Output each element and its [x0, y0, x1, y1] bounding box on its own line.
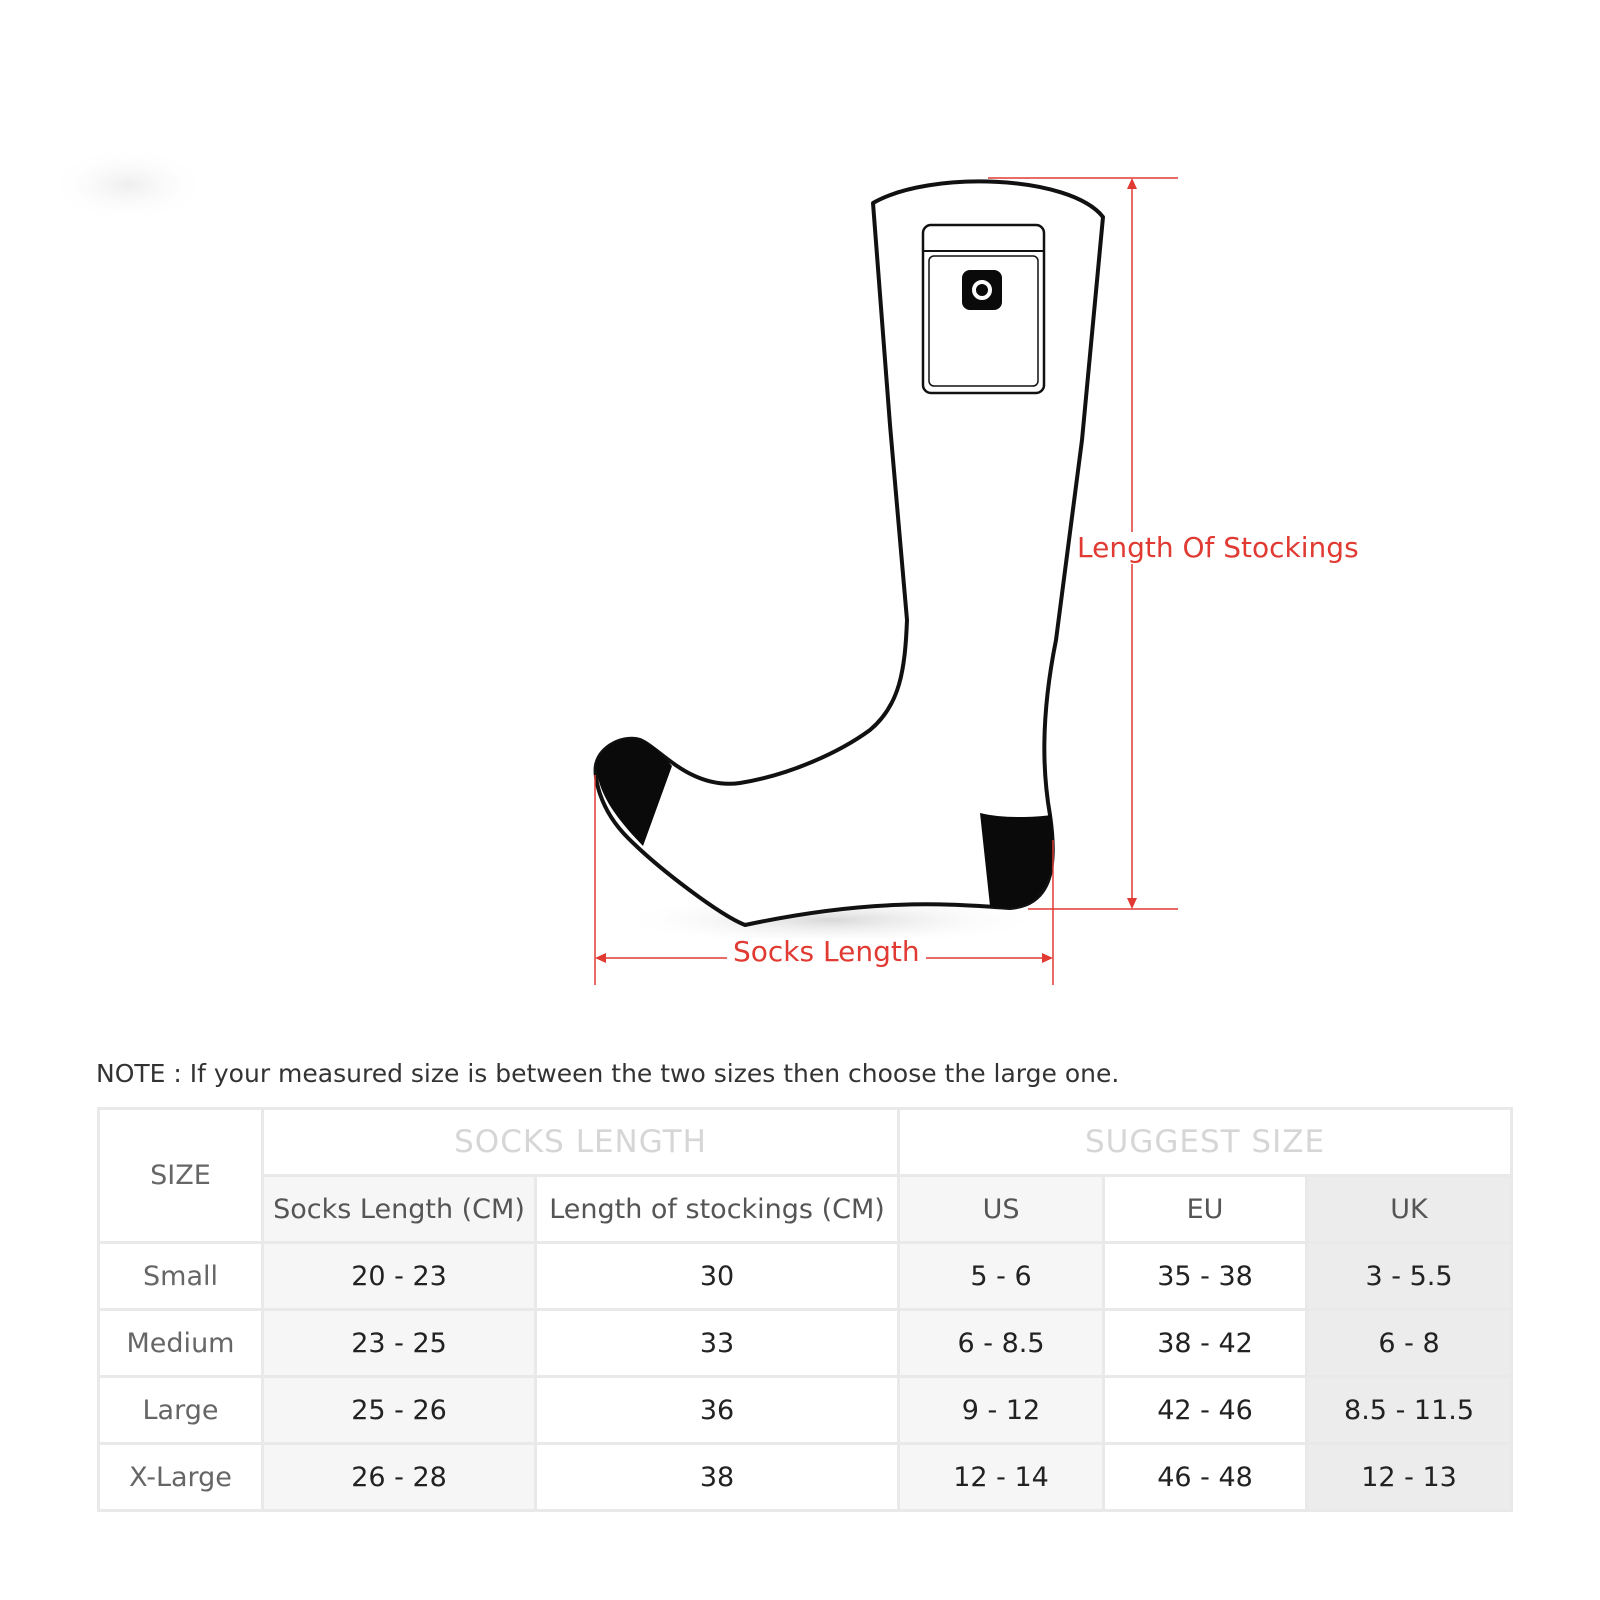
cell-stockings-length: 36: [536, 1377, 899, 1444]
length-of-stockings-label: Length Of Stockings: [1077, 531, 1359, 564]
size-note: NOTE : If your measured size is between the two sizes then choose the large one.: [96, 1059, 1120, 1088]
cell-us: 6 - 8.5: [899, 1310, 1104, 1377]
table-group-header-row: [99, 1109, 1512, 1176]
cell-uk: 6 - 8: [1307, 1310, 1512, 1377]
cell-eu: 46 - 48: [1104, 1444, 1307, 1511]
suggest-size-group-header: SUGGEST SIZE: [899, 1109, 1512, 1176]
cell-socks-length: 23 - 25: [263, 1310, 536, 1377]
table-row: [99, 1444, 1512, 1511]
row-size: Medium: [99, 1310, 263, 1377]
table-row: [99, 1377, 1512, 1444]
cell-uk: 3 - 5.5: [1307, 1243, 1512, 1310]
cell-uk: 12 - 13: [1307, 1444, 1512, 1511]
power-button-icon: [962, 270, 1002, 310]
cell-uk: 8.5 - 11.5: [1307, 1377, 1512, 1444]
cell-us: 9 - 12: [899, 1377, 1104, 1444]
cell-stockings-length: 38: [536, 1444, 899, 1511]
column-header-eu: EU: [1104, 1176, 1307, 1243]
table-row: [99, 1310, 1512, 1377]
column-header-uk: UK: [1307, 1176, 1512, 1243]
row-size: Large: [99, 1377, 263, 1444]
size-table: [97, 1107, 1513, 1512]
cell-socks-length: 25 - 26: [263, 1377, 536, 1444]
cell-stockings-length: 30: [536, 1243, 899, 1310]
column-header-stockings-length: Length of stockings (CM): [536, 1176, 899, 1243]
column-header-socks-length: Socks Length (CM): [263, 1176, 536, 1243]
table-column-header-row: [99, 1176, 1512, 1243]
cell-eu: 35 - 38: [1104, 1243, 1307, 1310]
socks-length-label: Socks Length: [727, 938, 926, 966]
cell-eu: 38 - 42: [1104, 1310, 1307, 1377]
blur-smudge: [48, 147, 208, 223]
cell-socks-length: 20 - 23: [263, 1243, 536, 1310]
row-size: Small: [99, 1243, 263, 1310]
cell-us: 12 - 14: [899, 1444, 1104, 1511]
socks-length-group-header: SOCKS LENGTH: [263, 1109, 899, 1176]
column-header-us: US: [899, 1176, 1104, 1243]
row-size: X-Large: [99, 1444, 263, 1511]
cell-socks-length: 26 - 28: [263, 1444, 536, 1511]
cell-eu: 42 - 46: [1104, 1377, 1307, 1444]
size-header: SIZE: [99, 1109, 263, 1243]
cell-stockings-length: 33: [536, 1310, 899, 1377]
table-row: [99, 1243, 1512, 1310]
cell-us: 5 - 6: [899, 1243, 1104, 1310]
